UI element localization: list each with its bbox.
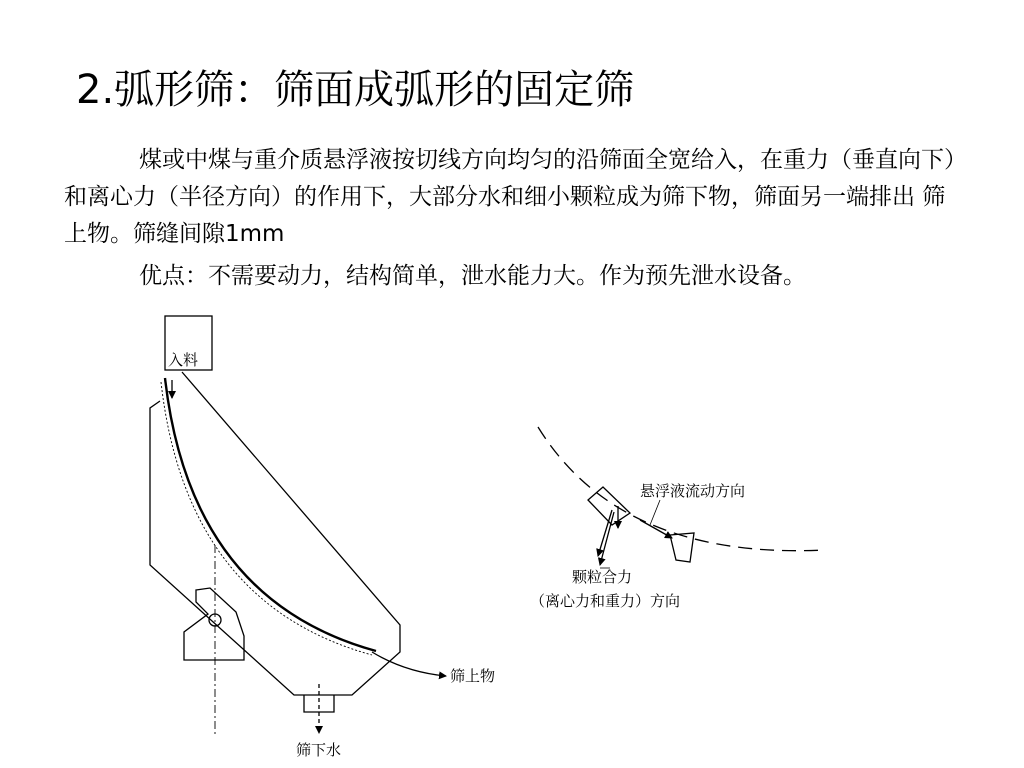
undersize-outlet [304,695,334,712]
curved-screen-surface [165,378,376,651]
resultant-label-line2: （离心力和重力）方向 [530,592,681,610]
curved-sieve-diagram [150,316,446,735]
oversize-label: 筛上物 [450,667,496,685]
undersize-label: 筛下水 [296,741,342,759]
flow-direction-label: 悬浮液流动方向 [640,482,746,500]
slide-title: 2.弧形筛：筛面成弧形的固定筛 [76,67,635,113]
oversize-arrow [372,652,446,676]
paragraph-description: 煤或中煤与重介质悬浮液按切线方向均匀的沿筛面全宽给入，在重力（垂直向下）和离心力（半径方向）的作用下，大部分水和细小颗粒成为筛下物，筛面另一端排出 筛上物。筛缝间隙1mm [64,147,956,247]
feed-label: 入料 [168,351,199,369]
pivot-support [184,588,244,660]
flow-leader [650,500,660,525]
paragraph-advantages: 优点：不需要动力，结构简单，泄水能力大。作为预先泄水设备。 [139,263,806,289]
flow-direction-arrow [640,520,672,538]
resultant-label-line1: 颗粒合力 [572,568,633,586]
particle-lower [670,533,694,562]
